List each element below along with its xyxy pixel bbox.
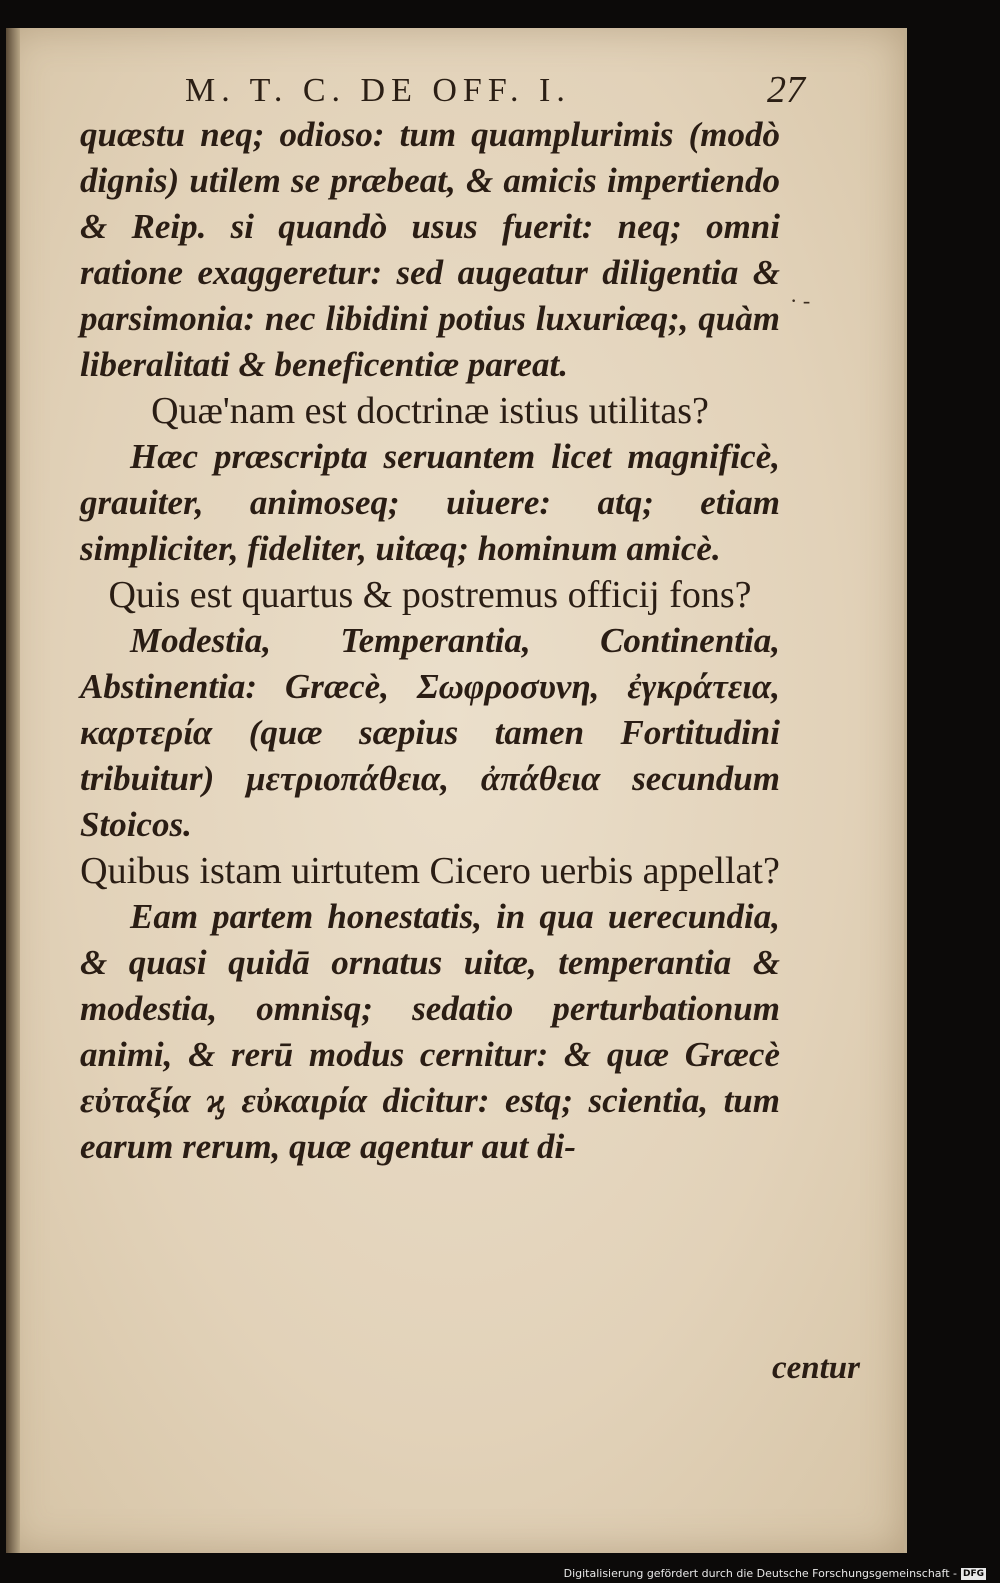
digitization-footer — [564, 1567, 986, 1580]
margin-mark: · - — [790, 288, 811, 313]
funding-credit: Digitalisierung gefördert durch die Deutsche Forschungsgemeinschaft - — [563, 1567, 957, 1580]
dfg-logo: DFG — [962, 1568, 984, 1579]
catchword: centur — [771, 1350, 860, 1386]
answer-paragraph-3: Eam partem honestatis, in qua uerecundia, & quasi quidā ornatus uitæ, temperantia & modestia, omnisq; sedatio perturbationum animi, & rerū modus cernitur: & quæ Græcè εὐταξία ϗ εὐκαιρία dicitur: estq; scientia, tum earum rerum, quæ agentur aut di- — [80, 897, 780, 1166]
running-title: M. T. C. DE OFF. I. — [185, 72, 571, 109]
page-body — [80, 112, 780, 1170]
page-number: 27 — [767, 69, 805, 111]
paragraph-continuation: quæstu neq; odioso: tum quamplurimis (modò dignis) utilem se præbeat, & amicis impertiendo & Reip. si quandò usus fuerit: neq; omni ratione exaggeretur: sed augeatur diligentia & parsimonia: nec libidini potius luxuriæq;, quàm liberalitati & beneficentiæ pareat. — [80, 115, 780, 384]
answer-paragraph-2: Modestia, Temperantia, Continentia, Abstinentia: Græcè, Σωφροσυνη, ἐγκράτεια, καρτερία (quæ sæpius tamen Fortitudini tribuitur) μετριοπάθεια, ἀπάθεια secundum Stoicos. — [80, 621, 780, 844]
page-gutter — [6, 28, 20, 1553]
running-header — [185, 69, 805, 111]
answer-paragraph-1: Hæc præscripta seruantem licet magnificè, grauiter, animoseq; uiuere: atq; etiam simpliciter, fideliter, uitæq; hominum amicè. — [80, 437, 780, 568]
question-heading-3: Quibus istam uirtutem Cicero uerbis appellat? — [80, 850, 780, 892]
question-heading-1: Quæ'nam est doctrinæ istius utilitas? — [151, 390, 709, 432]
question-heading-2: Quis est quartus & postremus officij fons? — [108, 574, 752, 616]
